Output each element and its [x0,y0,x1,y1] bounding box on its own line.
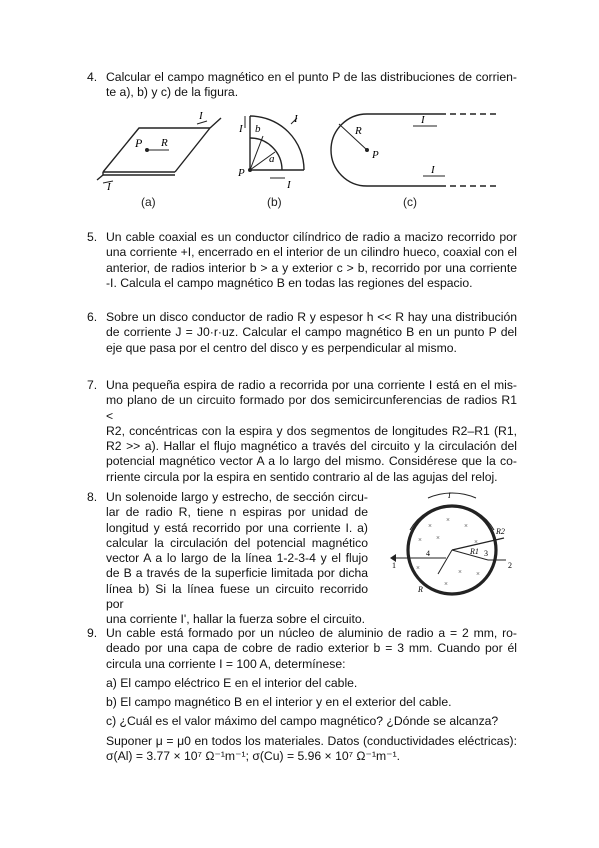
text-line: anterior, de radios interior b > a y exterior c > b, recorrido por una corriente [106,260,517,275]
text-line: Un cable está formado por un núcleo de aluminio de radio a = 2 mm, ro- [106,626,517,640]
label-b: b [255,123,261,135]
label-P: P [372,149,379,161]
text-line: eje que pasa por el centro del disco y es perpendicular al mismo. [106,340,457,355]
figure-a [97,118,221,183]
text-line: longitud y está recorrido por una corriente I. a) [106,520,368,535]
field-mark: × [476,570,480,578]
text-line: -I. Calcula el campo magnético B en todas las regiones del espacio. [106,275,473,290]
text-line: una corriente I', hallar la fuerza sobre el circuito. [106,612,366,627]
caption-a: (a) [141,195,156,209]
problem-number: 4. [87,70,98,84]
text-line: Un cable coaxial es un conductor cilíndrico de radio a macizo recorrido por [106,230,517,244]
text-line: deado por una capa de cobre de radio exterior b = 3 mm. Cuando por él [106,641,517,656]
item-c: c) ¿Cuál es el valor máximo del campo magnético? ¿Dónde se alcanza? [106,714,499,729]
label-a: a [269,153,275,165]
field-mark: × [418,536,422,544]
text-line: Suponer μ = μ0 en todos los materiales. Datos (conductividades eléctricas): [106,733,517,748]
item-b: b) El campo magnético B en el interior y en el exterior del cable. [106,695,452,710]
text-line: Calcular el campo magnético en el punto P de las distribuciones de corrien- [106,70,517,84]
field-mark: × [436,534,440,542]
problem-number: 7. [87,378,98,392]
label-I: I [107,181,111,193]
label-I: I [421,114,425,126]
text-line: circula una corriente I = 100 A, determínese: [106,656,346,671]
label-R1: R1 [470,547,479,556]
figure-b [245,116,304,178]
data-line: σ(Al) = 3.77 × 10⁷ Ω⁻¹m⁻¹; σ(Cu) = 5.96 × 10⁷ Ω⁻¹m⁻¹. [106,749,401,764]
text-line: rriente circula por la espira en sentido contrario al de las agujas del reloj. [106,469,498,484]
item-a: a) El campo eléctrico E en el interior del cable. [106,675,358,690]
caption-c: (c) [403,195,417,209]
label-2: 2 [508,561,512,570]
problem-number: 5. [87,230,98,244]
figure-problem-8 [388,490,518,602]
text-line: una corriente +I, encerrado en el interior de un cilindro hueco, coaxial con el [106,245,517,260]
problem-number: 9. [87,626,98,640]
text-line: línea b) Si la línea fuese un circuito recorrido por [106,581,368,612]
field-mark: × [458,568,462,576]
label-R2: R2 [496,527,505,536]
label-P: P [135,136,143,150]
figure-problem-4 [95,108,505,213]
label-I: I [294,113,298,125]
problem-number: 8. [87,490,98,504]
field-mark: × [464,522,468,530]
text-line: de B a través de la superficie limitada por dicha [106,566,368,581]
caption-b: (b) [267,195,282,209]
text-line: R2 >> a). Hallar el flujo magnético a través del circuito y la circulación del [106,439,517,454]
label-P: P [238,167,245,179]
text-line: Un solenoide largo y estrecho, de sección circu- [106,490,368,504]
text-line: lar de radio R, tiene n espiras por unidad de [106,505,368,520]
label-I: I [448,491,451,500]
problem-number: 6. [87,310,98,324]
label-I: I [431,164,435,176]
label-4: 4 [426,549,430,558]
text-line: de corriente J = J0·r·uz. Calcular el campo magnético B en un punto P del [106,325,517,340]
label-R: R [418,585,423,594]
label-1: 1 [392,561,396,570]
label-I: I [287,179,291,191]
field-mark: × [428,522,432,530]
label-R: R [161,137,168,149]
field-mark: × [416,564,420,572]
label-3: 3 [484,549,488,558]
text-line: calcular la circulación del potencial magnético [106,535,368,550]
field-mark: × [446,516,450,524]
text-line: potencial magnético vector A a lo largo del mismo. Considérese que la co- [106,454,517,469]
text-line: Sobre un disco conductor de radio R y espesor h << R hay una distribución [106,310,517,324]
field-mark: × [474,538,478,546]
label-I: I [199,110,203,122]
text-line: te a), b) y c) de la figura. [106,85,239,100]
label-I: I [239,123,243,135]
text-line: mo plano de un circuito formado por dos semicircunferencias de radios R1 < [106,393,517,423]
field-mark: × [444,580,448,588]
text-line: Una pequeña espira de radio a recorrida por una corriente I está en el mis- [106,378,517,392]
label-R: R [355,125,362,137]
text-line: R2, concéntricas con la espira y dos segmentos de longitudes R2–R1 (R1, [106,423,517,438]
text-line: vector A a lo largo de la línea 1-2-3-4 y el flujo [106,551,368,566]
